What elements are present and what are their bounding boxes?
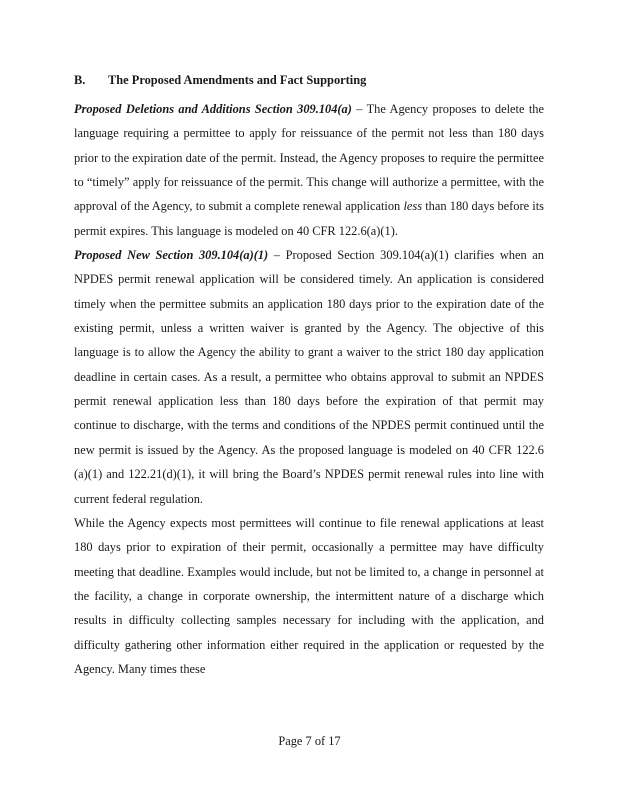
section-title: The Proposed Amendments and Fact Supporting <box>108 73 367 87</box>
paragraph-text: While the Agency expects most permittees will continue to file renewal applications at least 180 days prior to expiration of their permit, occasionally a permittee may have difficulty meeting that deadline. Examples would include, but not be limited to, a change in personnel at the facility, a change in corporate ownership, the intermittent nature of a discharge which results in difficulty collecting samples necessary for including with the application, and difficulty gathering other information either required in the application or requested by the Agency. Many times these <box>74 515 544 676</box>
emphasis-word: less <box>403 199 423 214</box>
paragraph-text: – Proposed Section 309.104(a)(1) clarifies when an NPDES permit renewal application will be considered timely. An application is considered timely when the permittee submits an application 180 days prior to the expiration date of the existing permit, unless a written waiver is granted by the Agency. The objective of this language is to allow the Agency the ability to grant a waiver to the strict 180 day application deadline in certain cases. As a result, a permittee who obtains approval to submit an NPDES permit renewal application less than 180 days before the expiration of that permit may continue to discharge, with the terms and conditions of the NPDES permit continued until the new permit is issued by the Agency. As the proposed language is modeled on 40 CFR 122.6 (a)(1) and 122.21(d)(1), it will bring the Board’s NPDES permit renewal rules into line with current federal regulation. <box>74 248 544 506</box>
body-text <box>74 97 544 681</box>
paragraph-lead: Proposed Deletions and Additions Section 309.104(a) <box>74 102 352 116</box>
page-number: Page 7 of 17 <box>278 734 341 748</box>
paragraph-text: than 180 days before its permit expires. This language is modeled on 40 CFR 122.6(a)(1). <box>74 199 544 238</box>
paragraph-deletions-additions <box>74 97 544 243</box>
page-footer <box>0 734 619 749</box>
paragraph-text: – The Agency proposes to delete the language requiring a permittee to apply for reissuance of the permit not less than 180 days prior to the expiration date of the permit. Instead, the Agency proposes to require the permittee to “timely” apply for reissuance of the permit. This change will authorize a permittee, with the approval of the Agency, to submit a complete renewal application <box>74 102 544 214</box>
paragraph-new-section <box>74 243 544 511</box>
section-number: B. <box>74 73 86 87</box>
paragraph-lead: Proposed New Section 309.104(a)(1) <box>74 248 269 263</box>
section-heading <box>74 73 366 88</box>
paragraph-agency-expectations <box>74 511 544 681</box>
